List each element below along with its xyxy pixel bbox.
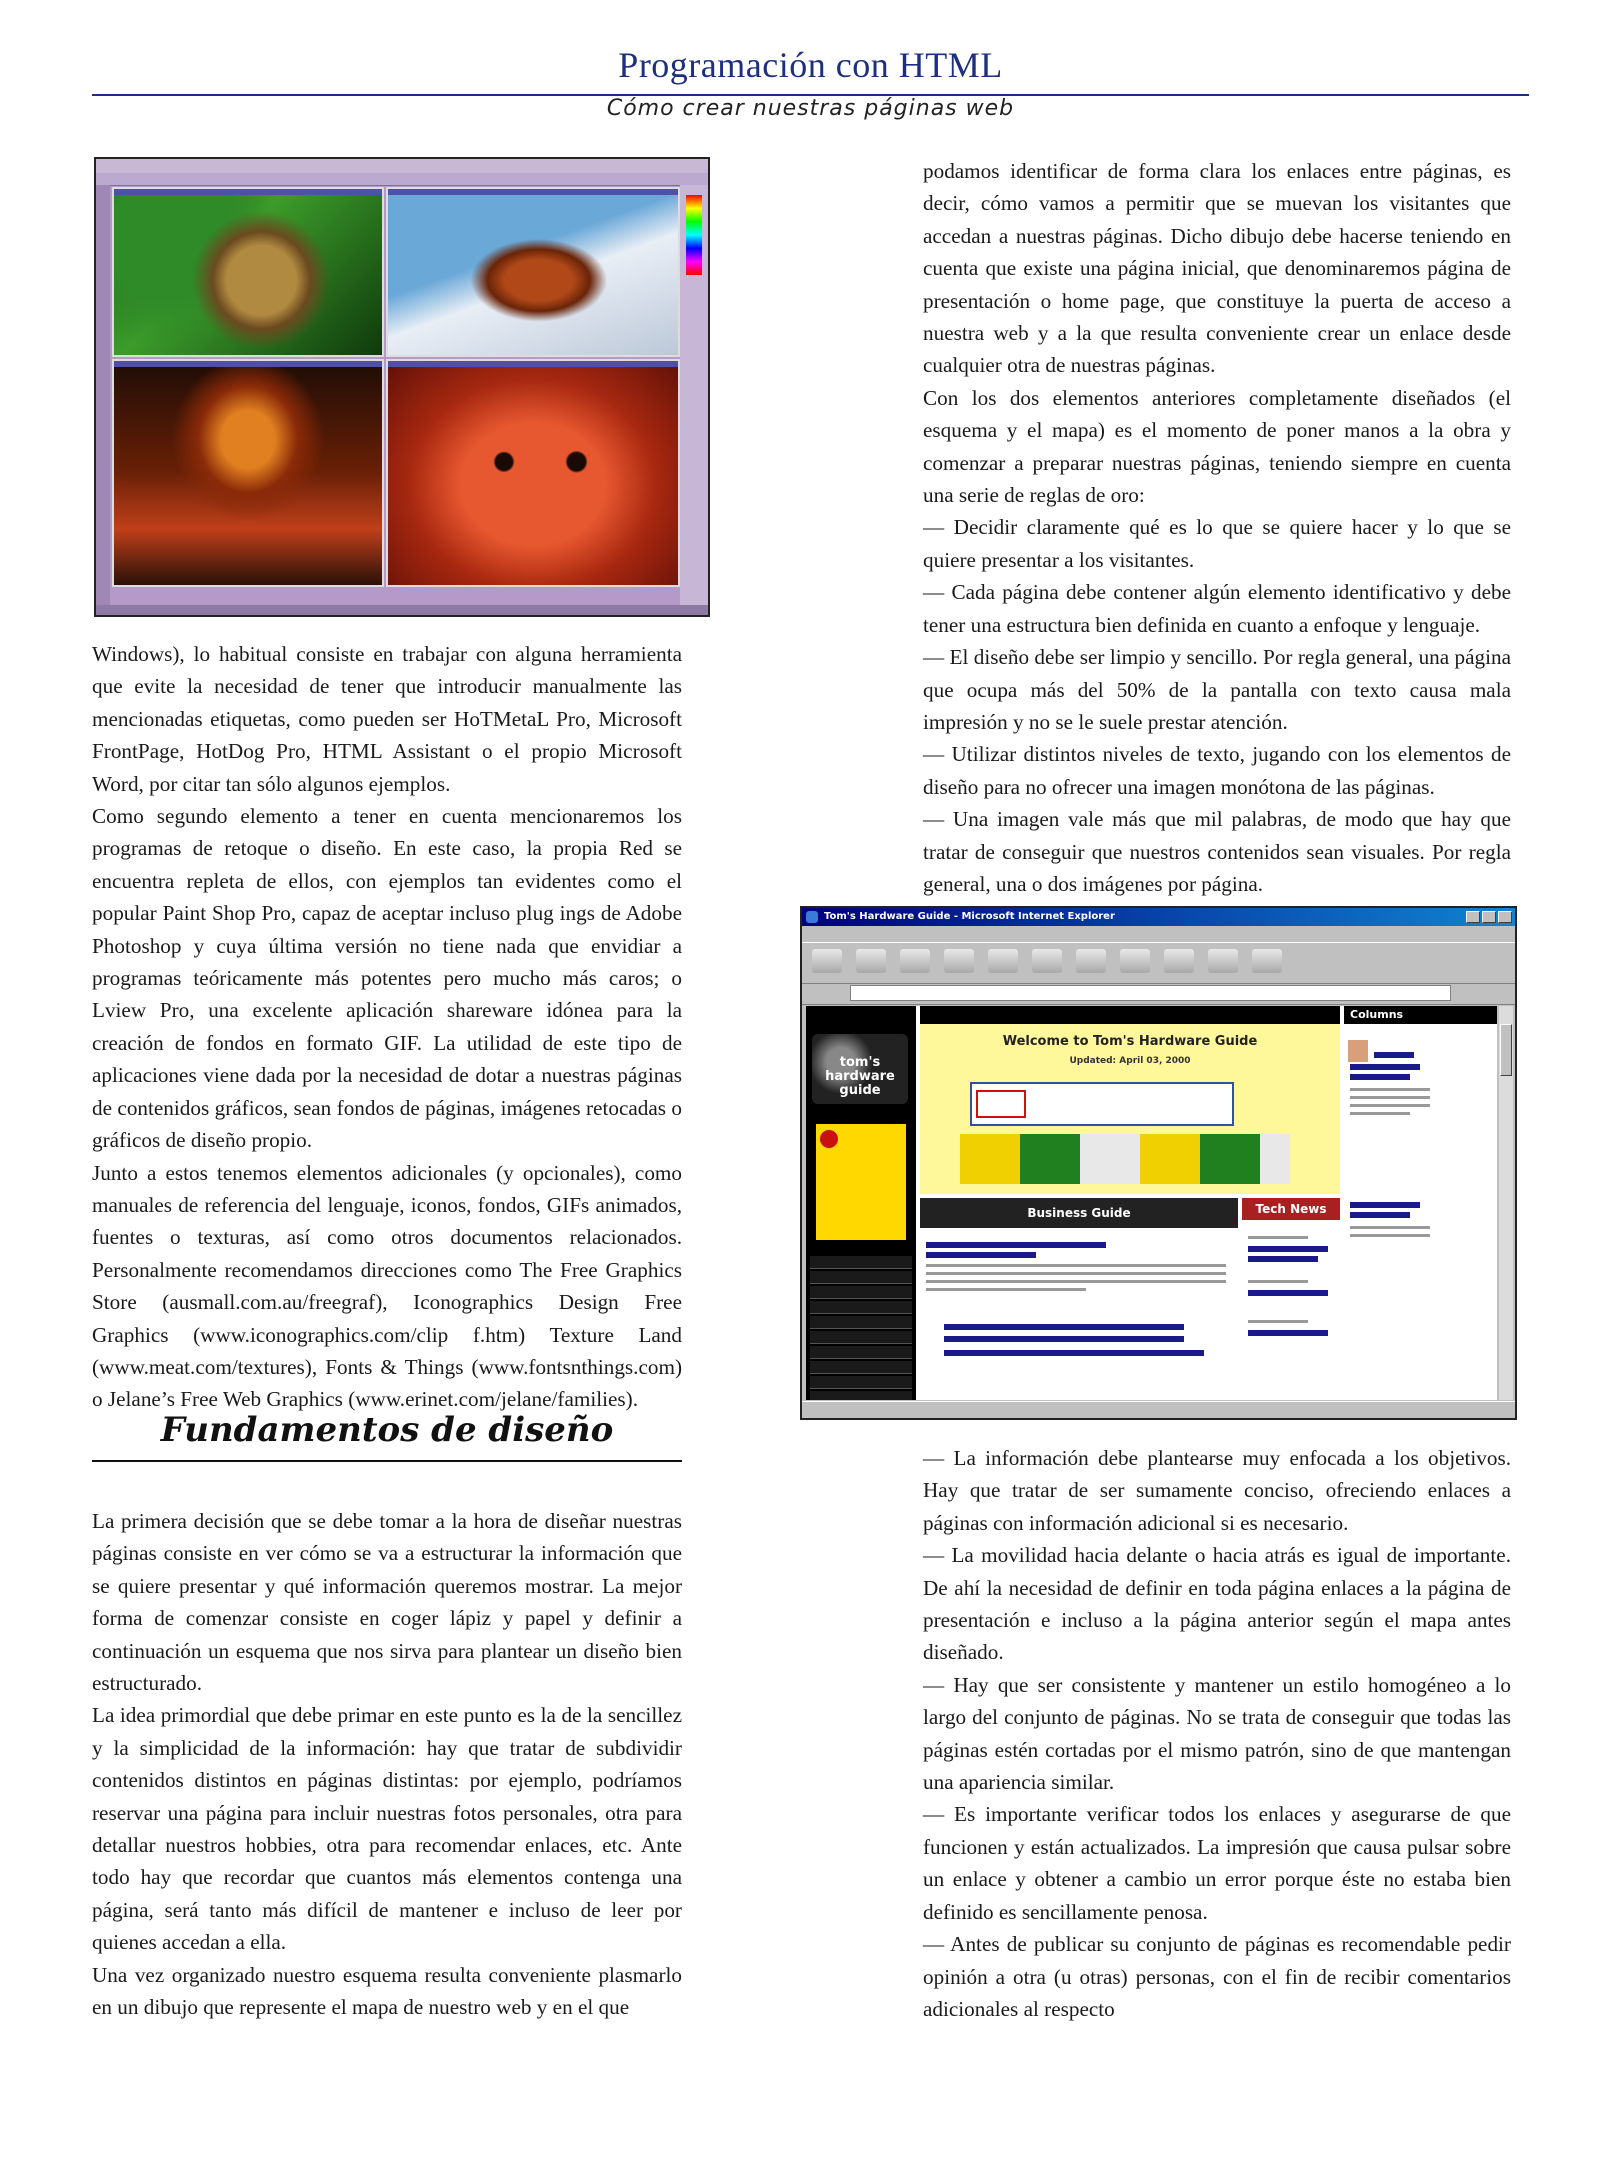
site-sidebar [806,1006,916,1400]
tech-news-body [1242,1220,1340,1400]
image-window-cat-green [112,187,384,357]
photo-editor-screenshot [94,157,710,617]
welcome-panel [920,1024,1340,1194]
rule-item: — El diseño debe ser limpio y sencillo. Por regla general, una página que ocupa más del 50% de la pantalla con texto causa mala impresión y no se le suele prestar atención. [923,645,1511,734]
running-subtitle: Cómo crear nuestras páginas web [606,96,1015,121]
rule-item: — La información debe plantearse muy enfocada a los objetivos. Hay que tratar de ser sumamente conciso, ofreciendo enlaces a páginas con información adicional si es necesario. [923,1446,1511,1535]
rule-item: — Una imagen vale más que mil palabras, de modo que hay que tratar de conseguir que nuestros contenidos sean visuales. Por regla general, una o dos imágenes por página. [923,807,1511,896]
paragraph: Junto a estos tenemos elementos adicionales (y opcionales), como manuales de referencia del lenguaje, iconos, fondos, GIFs animados, fuentes o texturas, así como otros documentos relacionados. Personalmente recomendamos direcciones como The Free Graphics Store (ausmall.com.au/freegraf), Iconographics Design Free Graphics (www.iconographics.com/clip f.htm) Texture Land (www.meat.com/textures), Fonts & Things (www.fontsnthings.com) o Jelane’s Free Web Graphics (www.erinet.com/jelane/families). [92,1160,682,1412]
browser-viewport [806,1006,1497,1400]
author-photo [1348,1040,1368,1062]
paragraph: Como segundo elemento a tener en cuenta mencionaremos los programas de retoque o diseño. En este caso, la propia Red se encuentra repleta de ellos, con ejemplos tan evidentes como el popular Paint Shop Pro, capaz de aceptar incluso plug ings de Adobe Photoshop y cuya última versión no tiene nada que envidiar a programas teóricamente más potentes pero mucho más caros; o Lview Pro, una excelente aplicación shareware idónea para la creación de fondos en formato GIF. La utilidad de este tipo de aplicaciones viene dada por la necesidad de dotar a nuestras páginas de contenidos gráficos, sean fondos de páginas, imágenes retocadas o gráficos de diseño propio. [92,804,682,1153]
rule-item: — Utilizar distintos niveles de texto, jugando con los elementos de diseño para no ofrecer una imagen monótona de las páginas. [923,742,1511,799]
rule-item: — Decidir claramente qué es lo que se quiere hacer y lo que se quiere presentar a los visitantes. [923,515,1511,572]
columns-header: Columns [1344,1006,1497,1024]
paragraph: La idea primordial que debe primar en este punto es la de la sencillez y la simplicidad de la información: hay que tratar de subdividir contenidos distintos en páginas distintas: por ejemplo, podríamos reservar una página para incluir nuestras fotos personales, otra para detallar nuestros hobbies, otra para recomendar enlaces, etc. Ante todo hay que recordar que cuantos más elementos contenga una página, será tanto más difícil de mantener e incluso de leer por quienes accedan a ella. [92,1703,682,1955]
paragraph: Una vez organizado nuestro esquema resulta conveniente plasmarlo en un dibujo que represente el mapa de nuestro web y en el que [92,1962,682,2020]
tech-news-header: Tech News [1242,1198,1340,1220]
rule-item: — Es importante verificar todos los enlaces y asegurarse de que funcionen y están actualizados. La impresión que causa pulsar sobre un enlace y obtener a cambio un error porque éste no estaba bien definido es sencillamente penosa. [923,1802,1511,1924]
language-flags [920,1006,1340,1024]
editor-tool-palette [96,185,110,605]
ad-banner [970,1082,1234,1126]
browser-window-title: Tom's Hardware Guide - Microsoft Internet Explorer [824,911,1115,922]
editor-statusbar [96,605,708,615]
shopper-box [816,1124,906,1240]
browser-toolbar [802,942,1515,984]
editor-color-palette [680,185,708,605]
browser-screenshot [800,906,1517,1420]
site-logo: tom's hardware guide [812,1034,908,1104]
right-column-upper [923,155,1511,900]
left-column-upper [92,638,682,1416]
running-title: Programación con HTML [618,45,1003,85]
browser-titlebar [802,908,1515,926]
business-guide-body [920,1228,1238,1400]
address-field [850,985,1451,1001]
right-column-lower [923,1442,1511,2025]
rule-item: — Cada página debe contener algún elemento identificativo y debe tener una estructura bien definida en cuanto a enfoque y lenguaje. [923,580,1511,637]
site-nav [810,1256,912,1400]
paragraph: podamos identificar de forma clara los enlaces entre páginas, es decir, cómo vamos a permitir que se muevan los visitantes que accedan a nuestras páginas. Dicho dibujo debe hacerse teniendo en cuenta que existe una página inicial, que denominaremos página de presentación o home page, que constituye la puerta de acceso a nuestra web y a la que resulta conveniente crear un enlace desde cualquier otra de nuestras páginas. [923,159,1511,378]
browser-address-bar [802,982,1515,1005]
image-window-cat-red [112,359,384,587]
columns-sidebar [1344,1006,1497,1400]
paragraph: Windows), lo habitual consiste en trabajar con alguna herramienta que evite la necesidad de tener que introducir manualmente las mencionadas etiquetas, como pueden ser HoTMetaL Pro, Microsoft FrontPage, HotDog Pro, HTML Assistant o el propio Microsoft Word, por citar tan sólo algunos ejemplos. [92,642,682,796]
image-window-cat-snow [386,187,680,357]
browser-scrollbar [1499,1006,1513,1400]
business-guide-header: Business Guide [920,1198,1238,1228]
section-title: Fundamentos de diseño [160,1410,614,1450]
ad-strip [960,1134,1290,1184]
ie-icon [806,911,818,923]
section-rule [92,1460,682,1462]
rule-item: — La movilidad hacia delante o hacia atrás es igual de importante. De ahí la necesidad de definir en toda página enlaces a la página de presentación e incluso a la página anterior según el mapa antes diseñado. [923,1543,1511,1665]
browser-statusbar [802,1401,1515,1418]
image-window-cat-closeup [386,359,680,587]
editor-toolbar [96,173,708,186]
rule-item: — Antes de publicar su conjunto de páginas es recomendable pedir opinión a otra (u otras) personas, con el fin de recibir comentarios adicionales al respecto [923,1932,1511,2021]
paragraph: Con los dos elementos anteriores completamente diseñados (el esquema y el mapa) es el momento de poner manos a la obra y comenzar a preparar nuestras páginas, teniendo siempre en cuenta una serie de reglas de oro: [923,385,1511,508]
site-main [920,1006,1340,1400]
welcome-heading: Welcome to Tom's Hardware Guide [1002,1034,1258,1049]
paragraph: La primera decisión que se debe tomar a la hora de diseñar nuestras páginas consiste en ver cómo se va a estructurar la información que se quiere presentar y qué información queremos mostrar. La mejor forma de comenzar consiste en coger lápiz y papel y definir a continuación un esquema que nos sirva para plantear un diseño bien estructurado. [92,1509,682,1696]
updated-date: Updated: April 03, 2000 [1069,1056,1191,1066]
browser-menubar [802,926,1515,942]
rule-item: — Hay que ser consistente y mantener un estilo homogéneo a lo largo del conjunto de páginas. No se trata de conseguir que todas las páginas estén cortadas por el mismo patrón, sino de que mantengan una apariencia similar. [923,1672,1511,1795]
left-column-lower [92,1505,682,2024]
editor-menubar [96,159,708,174]
